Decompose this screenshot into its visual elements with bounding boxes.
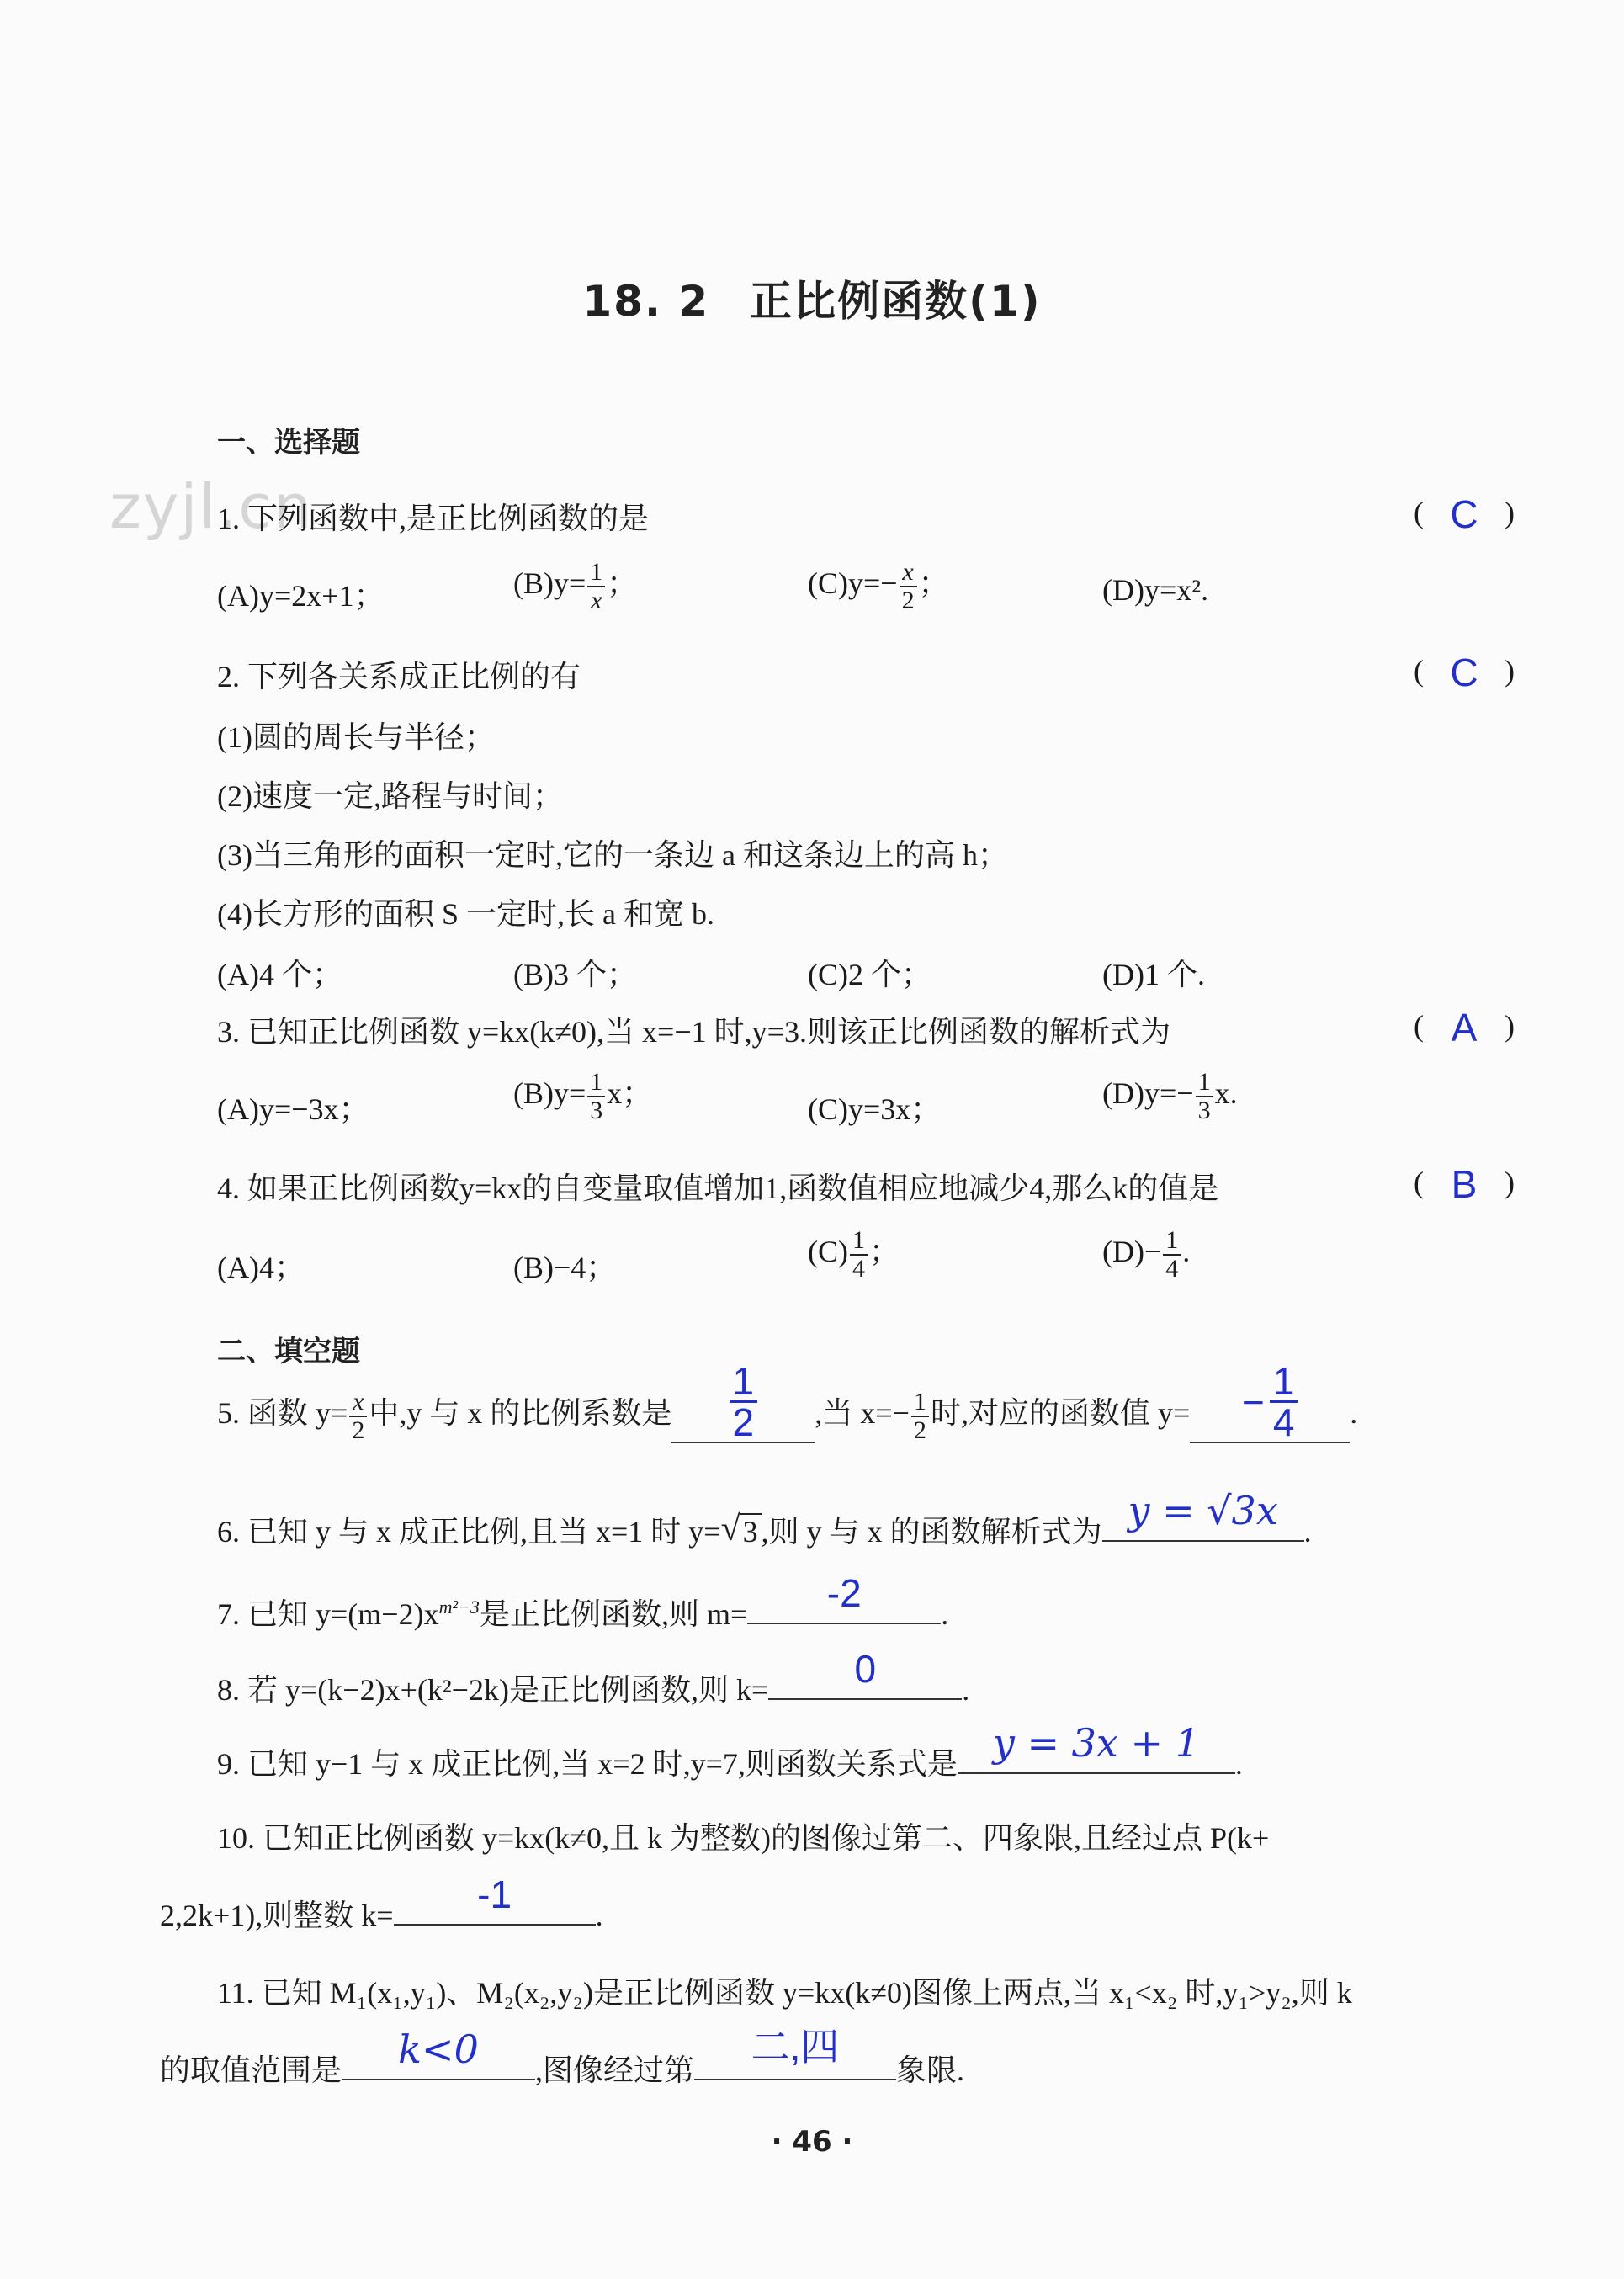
q11-line-2: 的取值范围是 k<0 ,图像经过第 二,四 象限. [160, 2047, 964, 2090]
q10-blank [394, 1873, 596, 1926]
q2-option-c: (C)2 个； [808, 958, 931, 991]
q4-option-b: (B)−4； [513, 1251, 617, 1284]
q5-answer-1: $\frac{1}{2}$ [671, 1362, 815, 1443]
q4-answer: B [1451, 1162, 1478, 1206]
q1-option-a: (A)y=2x+1； [217, 579, 385, 613]
q2-item-2: (2)速度一定,路程与时间； [217, 779, 563, 813]
q2-option-a: (A)4 个； [217, 958, 342, 991]
page-number: · 46 · [771, 2125, 853, 2159]
q6-answer: y = √3x [1128, 1488, 1278, 1533]
q3-option-b: (B)y= $\frac{1}{3}$ x； [513, 1068, 653, 1124]
section-heading-choice: 一、选择题 [217, 426, 360, 460]
q4-stem: 4. 如果正比例函数y=kx的自变量取值增加1,函数值相应地减少4,那么k的值是 [217, 1171, 1219, 1205]
q8-blank [768, 1647, 962, 1700]
q4-option-a: (A)4； [217, 1251, 305, 1284]
q5-line: 5. 函数 y= $\frac{x}{2}$ 中,y 与 x 的比例系数是$\frac{1}{2}$ ,当 x=− $\frac{1}{2}$ 时,对应的函数值 y= − $\frac{1}{4}$ . [217, 1359, 1358, 1444]
q7-line: 7. 已知 $y=(m-2)x^{m^2-3}$是正比例函数,则 m= -2 . [217, 1571, 949, 1631]
watermark-logo: zyjl.cn [109, 471, 314, 542]
q5-answer-2: − $\frac{1}{4}$ [1190, 1362, 1350, 1443]
section-number: 18. 2 [582, 277, 710, 326]
q7-answer: -2 [826, 1571, 862, 1615]
q2-stem: 2. 下列各关系成正比例的有 [217, 660, 581, 693]
q3-stem: 3. 已知正比例函数 y=kx(k≠0),当 x=−1 时,y=3.则该正比例函数的解析式为 [217, 1015, 1170, 1049]
q10-line-1: 10. 已知正比例函数 y=kx(k≠0,且 k 为整数)的图像过第二、四象限,且经过点 P(k+ [217, 1821, 1270, 1855]
q3-option-c: (C)y=3x； [808, 1092, 942, 1126]
q11-line-1: 11. 已知 M₁(x₁,y₁)、M₂(x₂,y₂)是正比例函数 y=kx(k≠0)图像上两点,当 x₁<x₂ 时,y₁>y₂,则 k [217, 1976, 1352, 2010]
q2-option-b: (B)3 个； [513, 958, 637, 991]
q10-answer: -1 [477, 1873, 512, 1916]
section-title: 正比例函数(1) [750, 277, 1042, 326]
q1-option-d: (D)y=x². [1102, 573, 1209, 607]
section-heading-fill: 二、填空题 [217, 1335, 360, 1368]
q9-line: 9. 已知 y−1 与 x 成正比例,当 x=2 时,y=7,则函数关系式是 y = 3x + 1 . [217, 1720, 1243, 1781]
q3-answer: A [1451, 1006, 1478, 1049]
q3-option-d: (D)y=− $\frac{1}{3}$ x. [1102, 1068, 1238, 1124]
q2-answer: C [1450, 651, 1478, 694]
q4-option-d: (D)− $\frac{1}{4}$ . [1102, 1226, 1191, 1283]
q8-answer: 0 [854, 1647, 877, 1691]
page-title [0, 268, 1624, 328]
q1-stem: 1. 下列函数中,是正比例函数的是 [217, 502, 650, 535]
q10-line-2: 2,2k+1),则整数 k= -1 . [160, 1873, 603, 1932]
q6-line: 6. 已知 y 与 x 成正比例,且当 x=1 时 y= √ 3 ,则 y 与 x 的函数解析式为 y = √3x . [217, 1488, 1312, 1549]
q2-item-3: (3)当三角形的面积一定时,它的一条边 a 和这条边上的高 h； [217, 838, 1008, 872]
q9-blank [958, 1720, 1235, 1774]
q9-answer: y = 3x + 1 [992, 1720, 1200, 1766]
q1-answer: C [1450, 492, 1478, 536]
q1-option-b: (B)y= $\frac{1}{x}$ ； [513, 558, 638, 614]
q8-line: 8. 若 y=(k−2)x+(k²−2k)是正比例函数,则 k= 0 . [217, 1647, 970, 1707]
q11-blank-2 [694, 2025, 896, 2080]
q6-blank [1102, 1488, 1304, 1542]
q7-blank [747, 1571, 941, 1624]
q11-answer-2: 二,四 [751, 2025, 840, 2069]
q2-item-4: (4)长方形的面积 S 一定时,长 a 和宽 b. [217, 897, 714, 931]
q3-option-a: (A)y=−3x； [217, 1092, 369, 1126]
q1-option-c: (C)y=− $\frac{x}{2}$ ； [808, 558, 949, 614]
q2-item-1: (1)圆的周长与半径； [217, 720, 495, 754]
worksheet-page: zyjl.cn 18. 2 正比例函数(1) 一、选择题 1. 下列函数中,是正比例函数的是 ( C ) (A)y=2x+1； (B)y= $\frac{1}{x}$ ； (C)y=− $\frac{x}{2}$ ； (D)y=x². 2. 下列各关系成正比例的有 ( C ) (1)圆的周长与半径； (2)速度一定,路程与时间； (3)当三角形的面积一定时,它的一条边 a 和这条边上的高 h； (4)长方形的面积 S 一定时,长 a 和宽 b. (A)4 个； (B)3 个； (C)2 个； (D)1 个. 3. 已知正比例函数 y=kx(k≠0),当 x=−1 时,y=3.则该正比例函数的解析式为 ( A ) (A)y=−3x； (B)y= $\frac{1}{3}$ x； (C)y=3x； (D)y=− $\frac{1}{3}$ x. 4. 如果正比例函数y=kx的自变量取值增加1,函数值相应地减少4,那么k的值是 ( B ) (A)4； (B)−4； (C) $\frac{1}{4}$ ； (D)− $\frac{1}{4}$ . 二、填空题 5. 函数 y= $\frac{x}{2}$ 中,y 与 x 的比例系数是$\frac{1}{2}$ ,当 x=− $\frac{1}{2}$ 时,对应的函数值 y= − $\frac{1}{4}$ . 6. 已知 y 与 x 成正比例,且当 x=1 时 y= √ 3 ,则 y 与 x 的函数解析式为 y = √3x . 7. 已知 $y=(m-2)x^{m^2-3}$是正比例函数,则 m= -2 . 8. 若 y=(k−2)x+(k²−2k)是正比例函数,则 k= 0 . 9. 已知 y−1 与 x 成正比例,当 x=2 时,y=7,则函数关系式是 y = 3x + 1 . 10. 已知正比例函数 y=kx(k≠0,且 k 为整数)的图像过第二、四象限,且经过点 P(k+ 2,2k+1),则整数 k= -1 . 11. 已知 M₁(x₁,y₁)、M₂(x₂,y₂)是正比例函数 y=kx(k≠0)图像上两点,当 x₁<x₂ 时,y₁>y₂,则 k 的取值范围是 k<0 ,图像经过第 二,四 象限. · 46 · [0, 0, 1624, 2279]
q11-answer-1: k<0 [398, 2027, 479, 2072]
q4-option-c: (C) $\frac{1}{4}$ ； [808, 1226, 900, 1283]
q11-blank-1 [342, 2027, 535, 2080]
q2-option-d: (D)1 个. [1102, 958, 1205, 991]
